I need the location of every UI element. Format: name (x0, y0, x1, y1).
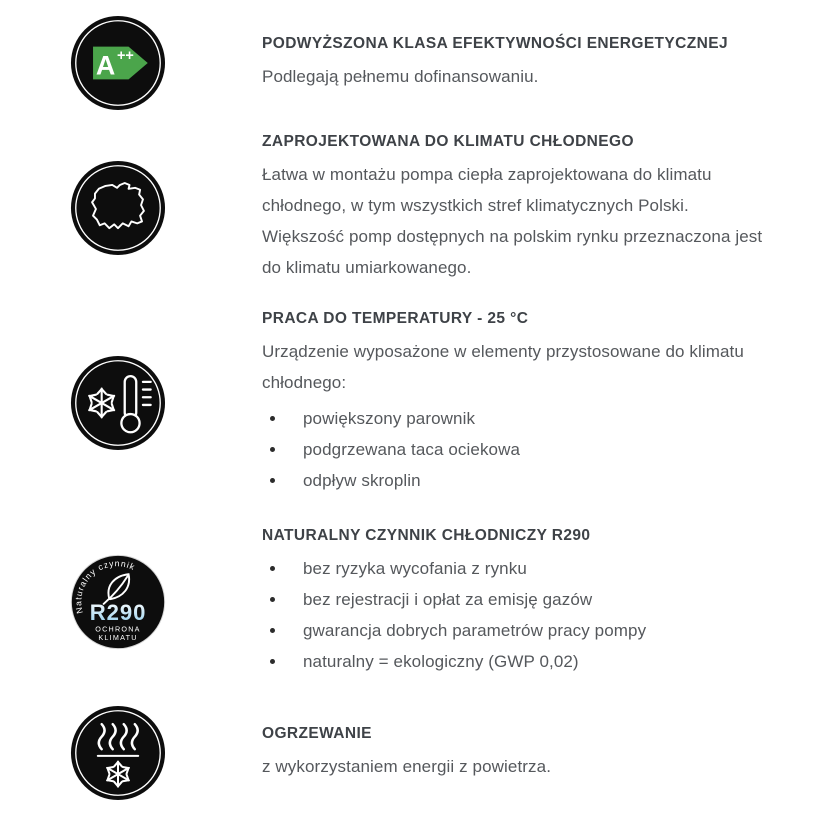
list-item: naturalny = ekologiczny (GWP 0,02) (262, 646, 767, 677)
r290-arc-text: Naturalny czynnik (73, 558, 138, 615)
icon-column (0, 554, 262, 650)
text-column (262, 35, 767, 92)
feature-row-heating (0, 705, 820, 801)
text-column (262, 725, 767, 782)
icon-column (0, 355, 262, 451)
list-item: powiększony parownik (262, 403, 767, 434)
snowflake-thermometer-icon (70, 355, 166, 451)
energy-class-badge-icon (70, 15, 166, 111)
list-item: bez rejestracji i opłat za emisję gazów (262, 584, 767, 615)
list-item: gwarancja dobrych parametrów pracy pompy (262, 615, 767, 646)
text-column (262, 527, 767, 677)
section-paragraph: Łatwa w montażu pompa ciepła zaprojektowana do klimatu chłodnego, w tym wszystkich stref klimatycznych Polski. Większość pomp dostępnych na polskim rynku przeznaczona jest do klimatu umiarkowanego. (262, 165, 763, 277)
feature-row-cold-climate (0, 133, 820, 283)
r290-sub-line1: OCHRONA (95, 624, 141, 634)
icon-column (0, 160, 262, 256)
feature-row-low-temperature (0, 310, 820, 496)
section-heading: NATURALNY CZYNNIK CHŁODNICZY R290 (262, 527, 591, 544)
section-heading: OGRZEWANIE (262, 724, 372, 742)
r290-sub-line2: KLIMATU (98, 632, 138, 642)
bullet-list (262, 403, 767, 496)
poland-map-icon (70, 160, 166, 256)
energy-class-plus: ++ (117, 48, 134, 65)
r290-code: R290 (89, 600, 147, 626)
list-item: odpływ skroplin (262, 465, 767, 496)
feature-row-energy-class (0, 15, 820, 111)
section-paragraph: Podlegają pełnemu dofinansowaniu. (262, 66, 539, 86)
section-heading: PODWYŻSZONA KLASA EFEKTYWNOŚCI ENERGETYCZNEJ (262, 34, 728, 52)
text-column (262, 133, 767, 283)
list-item: bez ryzyka wycofania z rynku (262, 553, 767, 584)
section-heading: ZAPROJEKTOWANA DO KLIMATU CHŁODNEGO (262, 133, 634, 150)
energy-class-letter: A (95, 50, 116, 81)
icon-column (0, 705, 262, 801)
feature-row-r290 (0, 527, 820, 677)
heating-air-icon (70, 705, 166, 801)
icon-column (0, 15, 262, 111)
bullet-list (262, 553, 767, 677)
text-column (262, 310, 767, 496)
section-heading: PRACA DO TEMPERATURY - 25 °C (262, 310, 529, 327)
r290-badge-icon (70, 554, 166, 650)
section-paragraph: z wykorzystaniem energii z powietrza. (262, 756, 552, 776)
list-item: podgrzewana taca ociekowa (262, 434, 767, 465)
section-paragraph: Urządzenie wyposażone w elementy przystosowane do klimatu chłodnego: (262, 342, 744, 392)
